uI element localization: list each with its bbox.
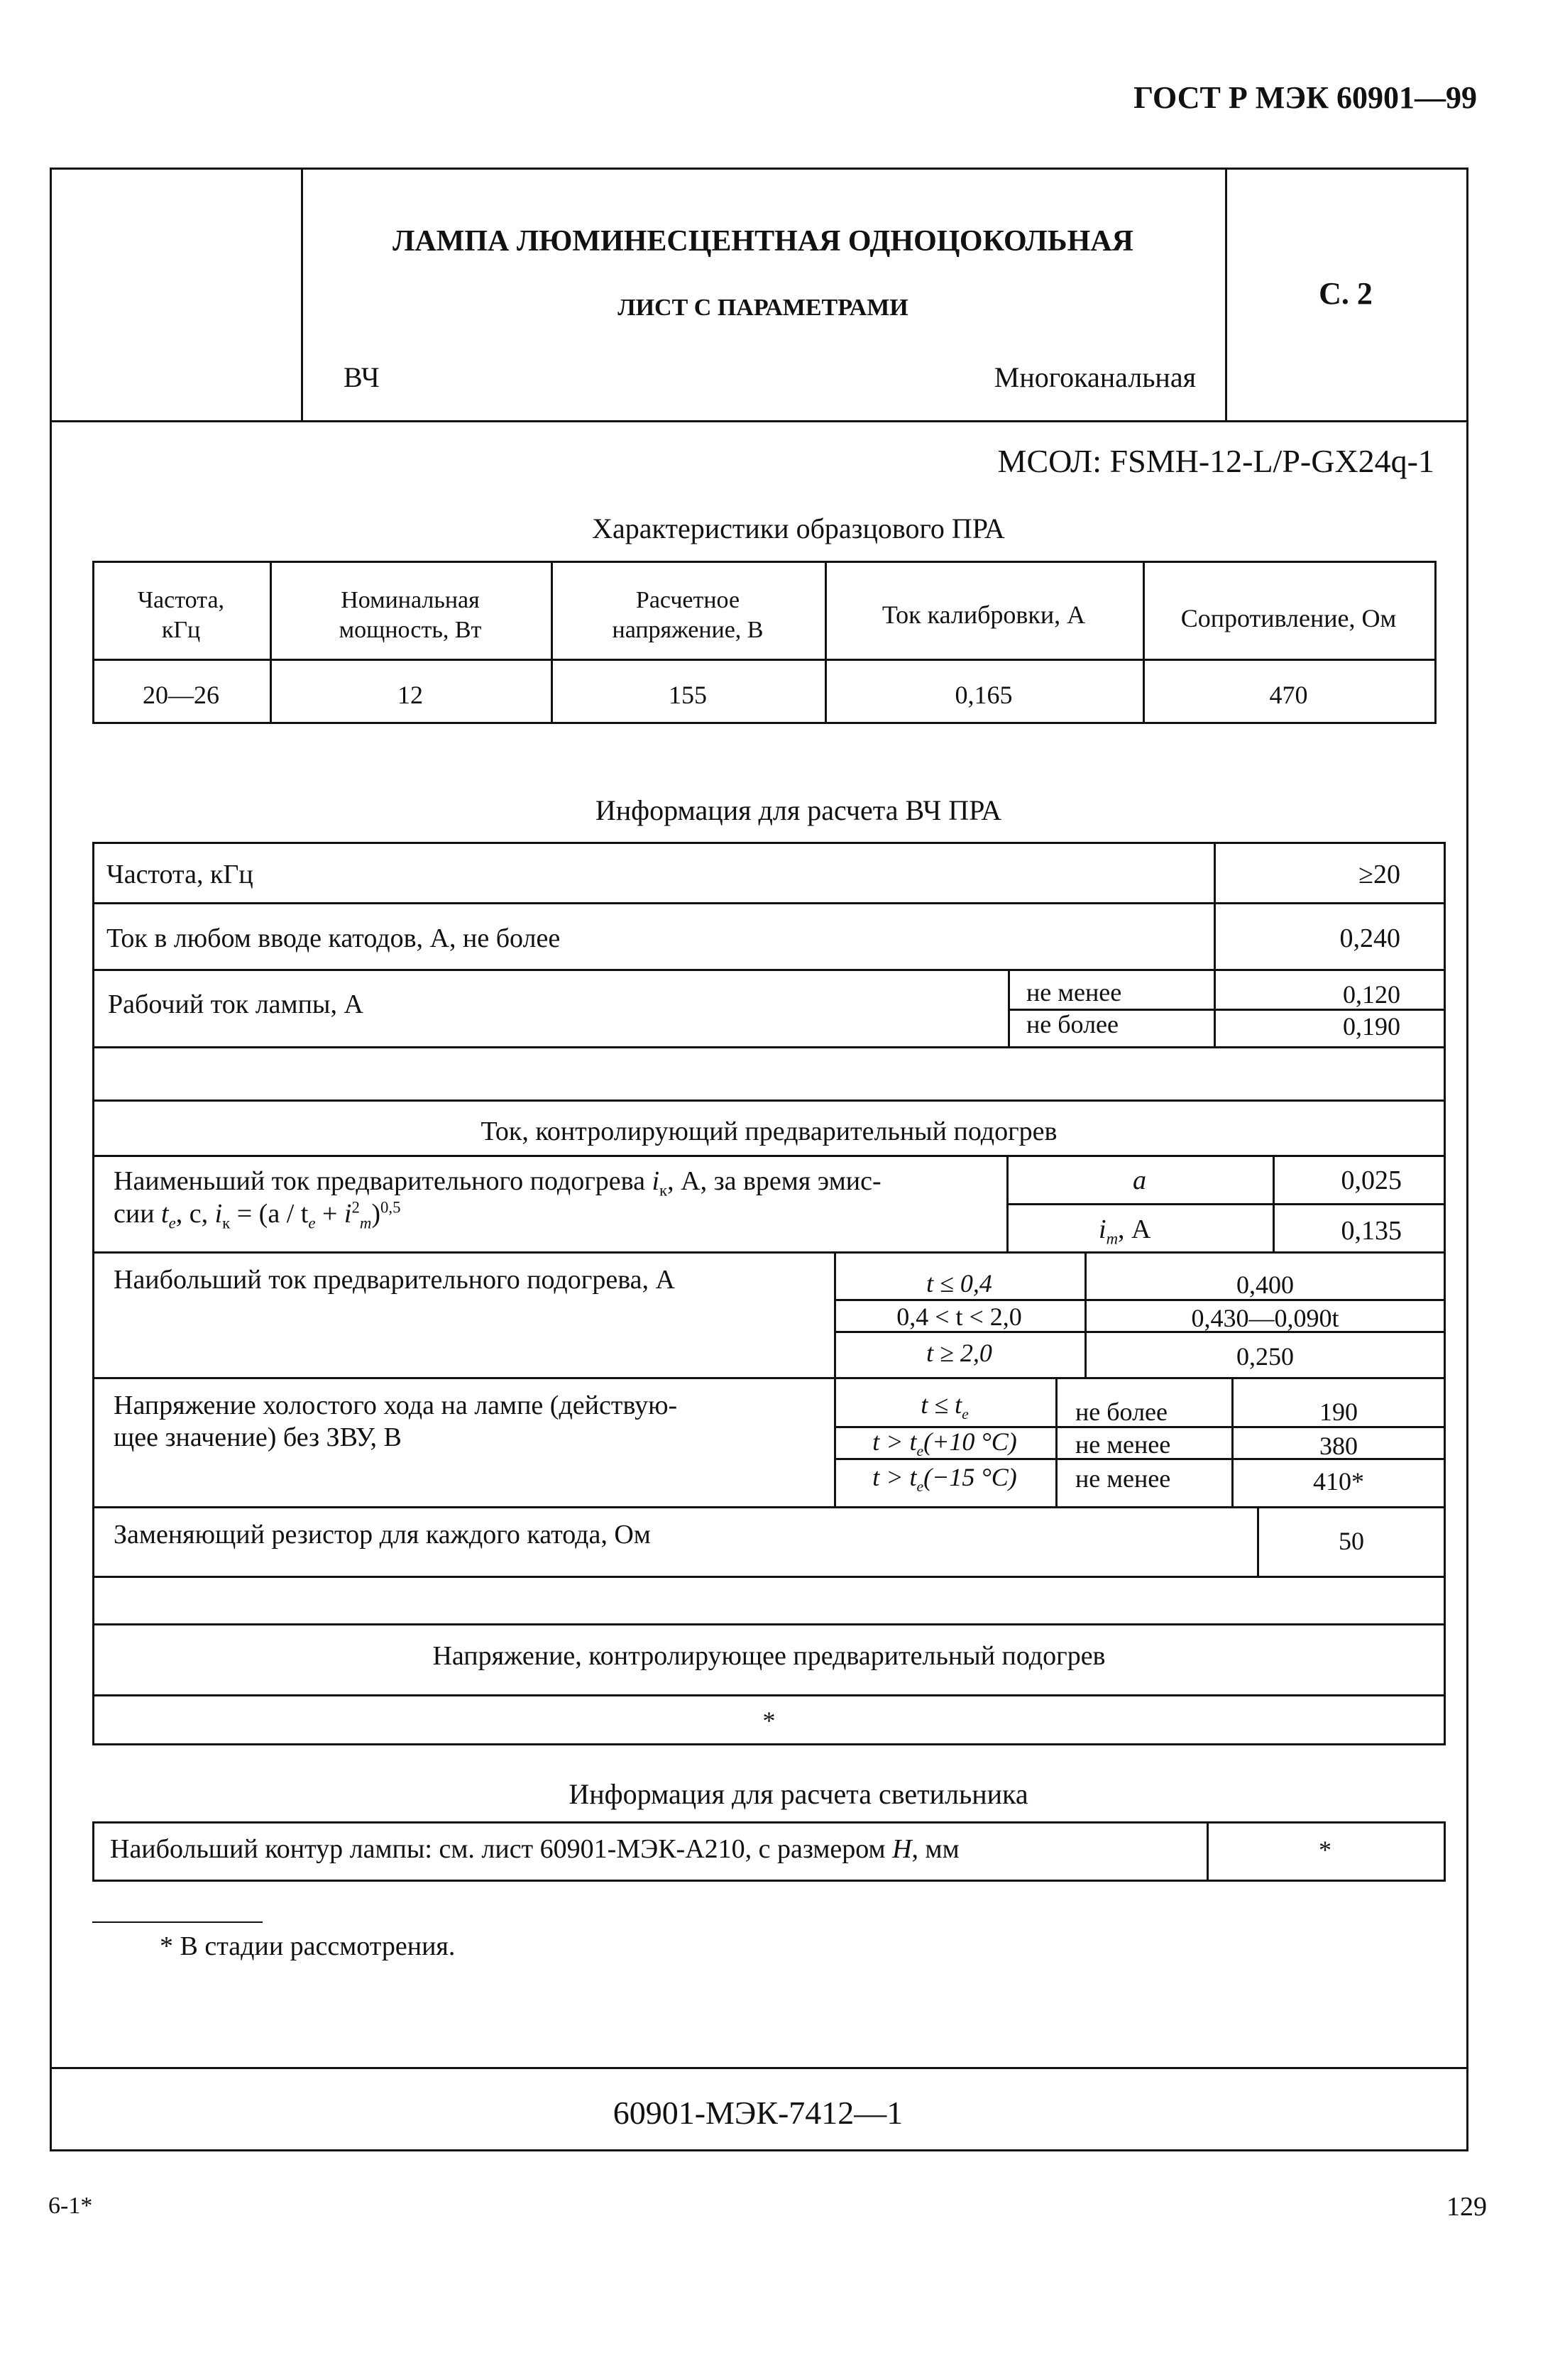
resistor-label: Заменяющий резистор для каждого катода, Ом [114,1520,651,1550]
lamp-designation: МСОЛ: FSMH-12-L/P-GX24q-1 [997,443,1434,479]
luminaire-caption: Информация для расчета светильника [569,1778,1028,1810]
min-preheat-line2-a: сии [114,1199,155,1229]
ballast-header-power-1: Номинальная [341,587,480,613]
ocv-cond-1: $t > t_e(+10$ °C) [872,1427,1017,1460]
min-preheat-ik-sub: к [659,1181,668,1200]
title-left-label: ВЧ [344,361,380,393]
hf-value-divider [1214,842,1216,1046]
hf-line-5 [92,1155,1446,1157]
min-preheat-label-line2 [114,1198,400,1233]
hf-cathode-value: 0,240 [1339,923,1400,953]
preheat-voltage-title: Напряжение, контролирующее предварительный подогрев [432,1641,1106,1671]
max-preheat-value-2: 0,250 [1236,1342,1294,1371]
frame-left [50,168,52,2151]
resistor-value: 50 [1339,1527,1364,1555]
a-param-label: a [1133,1166,1146,1195]
im-param-value: 0,135 [1341,1216,1402,1246]
ballast-col-5 [1434,561,1437,724]
max-preheat-cond-1: 0,4 < t < 2,0 [896,1303,1022,1331]
sheet-code: 60901-МЭК-7412—1 [613,2095,904,2131]
footer-left: 6-1* [48,2193,93,2219]
ocv-label-line2: щее значение) без ЗВУ, В [114,1422,402,1452]
hf-work-min-value: 0,120 [1343,980,1400,1009]
min-preheat-ik2-sub: к [222,1214,231,1232]
hf-line-top [92,842,1446,844]
sheet-subtitle: ЛИСТ С ПАРАМЕТРАМИ [617,295,908,321]
ocv-limit-1: не менее [1075,1430,1171,1459]
min-preheat-exponent: 0,5 [380,1198,401,1217]
ballast-header-current: Ток калибровки, А [882,601,1086,629]
ocv-label-line1: Напряжение холостого хода на лампе (действую- [114,1391,678,1420]
frame-right [1466,168,1468,2151]
ocv-cond-2: $t > t_e(-15$ °C) [872,1463,1017,1496]
luminaire-table-top [92,1821,1446,1824]
luminaire-label [110,1833,960,1865]
hf-line-2 [92,969,1446,971]
ballast-value-current: 0,165 [955,681,1013,709]
frame-top [50,168,1466,170]
a-param-value: 0,025 [1341,1166,1402,1195]
hf-line-4 [92,1099,1446,1102]
luminaire-right-edge [1444,1821,1446,1882]
ballast-header-voltage-2: напряжение, В [612,617,764,643]
max-preheat-cond-0: t ≤ 0,4 [926,1269,992,1298]
hf-frequency-value: ≥20 [1358,860,1400,889]
im-param-label [1099,1214,1151,1249]
hf-line-9 [92,1576,1446,1578]
hf-min-divider-2 [1273,1155,1275,1251]
page-number: 129 [1446,2192,1487,2222]
im-unit: , А [1118,1214,1151,1244]
luminaire-value: * [1319,1836,1331,1864]
max-preheat-cond-2: t ≥ 2,0 [926,1339,992,1367]
min-preheat-label-line1 [114,1166,882,1200]
hf-line-bottom [92,1743,1446,1745]
min-preheat-ik: i [652,1166,660,1196]
hf-work-current-label: Рабочий ток лампы, А [108,989,363,1019]
ballast-header-resistance: Сопротивление, Ом [1180,604,1397,632]
sheet-title: ЛАМПА ЛЮМИНЕСЦЕНТНАЯ ОДНОЦОКОЛЬНАЯ [392,225,1133,258]
hf-work-min-label: не менее [1026,978,1122,1007]
ocv-value-1: 380 [1319,1432,1358,1460]
min-preheat-formula: = (a / t [236,1199,309,1229]
ballast-header-voltage-1: Расчетное [635,587,740,613]
ocv-value-2: 410* [1313,1467,1364,1496]
hf-line-a-bottom [1006,1203,1446,1205]
min-preheat-formula-sub: e [308,1214,316,1232]
hf-ocv-divider-1 [1055,1377,1058,1506]
ballast-table-top [92,561,1437,563]
footer-divider [50,2067,1466,2069]
title-right-label: Многоканальная [994,361,1196,393]
ballast-value-resistance: 470 [1269,681,1308,709]
preheat-voltage-value: * [762,1706,776,1735]
max-preheat-label: Наибольший ток предварительного подогрева, А [114,1265,675,1295]
max-preheat-value-1: 0,430—0,090t [1191,1304,1339,1332]
luminaire-label-h: H [892,1834,912,1864]
min-preheat-line2-b: , с, [175,1199,209,1229]
luminaire-left-edge [92,1821,94,1882]
im-symbol-sub: m [1106,1229,1119,1248]
ballast-value-power: 12 [397,681,423,709]
frame-bottom [50,2149,1466,2151]
hf-work-max-value: 0,190 [1343,1012,1400,1041]
hf-line-6 [92,1251,1446,1254]
ballast-value-frequency: 20—26 [143,681,219,709]
min-preheat-label-text: Наименьший ток предварительного подогрева [114,1166,645,1196]
im-symbol: i [1099,1214,1107,1244]
hf-line-3 [92,1046,1446,1048]
hf-frequency-label: Частота, кГц [106,860,253,889]
luminaire-table-bottom [92,1880,1446,1882]
min-preheat-te: t [161,1199,169,1229]
ballast-value-voltage: 155 [669,681,707,709]
hf-line-7 [92,1377,1446,1379]
footnote-text: * В стадии рассмотрения. [160,1931,456,1961]
hf-work-divider [1008,969,1010,1046]
ocv-value-0: 190 [1319,1398,1358,1426]
ballast-header-frequency-2: кГц [161,617,201,643]
hf-work-max-label: не более [1026,1010,1119,1038]
ballast-caption: Характеристики образцового ПРА [592,512,1005,544]
ocv-limit-0: не более [1075,1398,1168,1426]
min-preheat-te-sub: e [168,1214,176,1232]
footnote-rule [92,1921,263,1923]
min-preheat-formula-plus: + $i^2_m$ [322,1198,372,1232]
min-preheat-formula-end: ) [371,1199,380,1229]
hf-caption: Информация для расчета ВЧ ПРА [595,794,1002,826]
luminaire-label-unit: , мм [911,1834,960,1864]
hf-line-1 [92,902,1446,904]
standard-number: ГОСТ Р МЭК 60901—99 [1133,80,1477,115]
min-preheat-label-tail: , А, за время эмис- [667,1166,882,1196]
preheat-current-title: Ток, контролирующий предварительный подогрев [481,1117,1058,1146]
luminaire-label-text: Наибольший контур лампы: см. лист 60901-МЭК-А210, с размером [110,1834,886,1864]
ballast-header-frequency-1: Частота, [137,587,225,613]
hf-cathode-label: Ток в любом вводе катодов, А, не более [106,923,561,953]
ocv-cond-0: $t \le t_e$ [921,1391,969,1423]
hf-line-10 [92,1623,1446,1625]
ocv-limit-2: не менее [1075,1464,1171,1493]
min-preheat-ik2: i [214,1199,223,1229]
title-block-divider [50,420,1466,422]
max-preheat-value-0: 0,400 [1236,1271,1294,1299]
hf-line-8 [92,1506,1446,1508]
ballast-header-power-2: мощность, Вт [339,617,482,643]
page-label: С. 2 [1319,276,1373,311]
ballast-table-mid [92,659,1437,661]
hf-line-11 [92,1694,1446,1696]
ballast-table-bottom [92,722,1437,724]
hf-left-edge [92,842,94,1745]
